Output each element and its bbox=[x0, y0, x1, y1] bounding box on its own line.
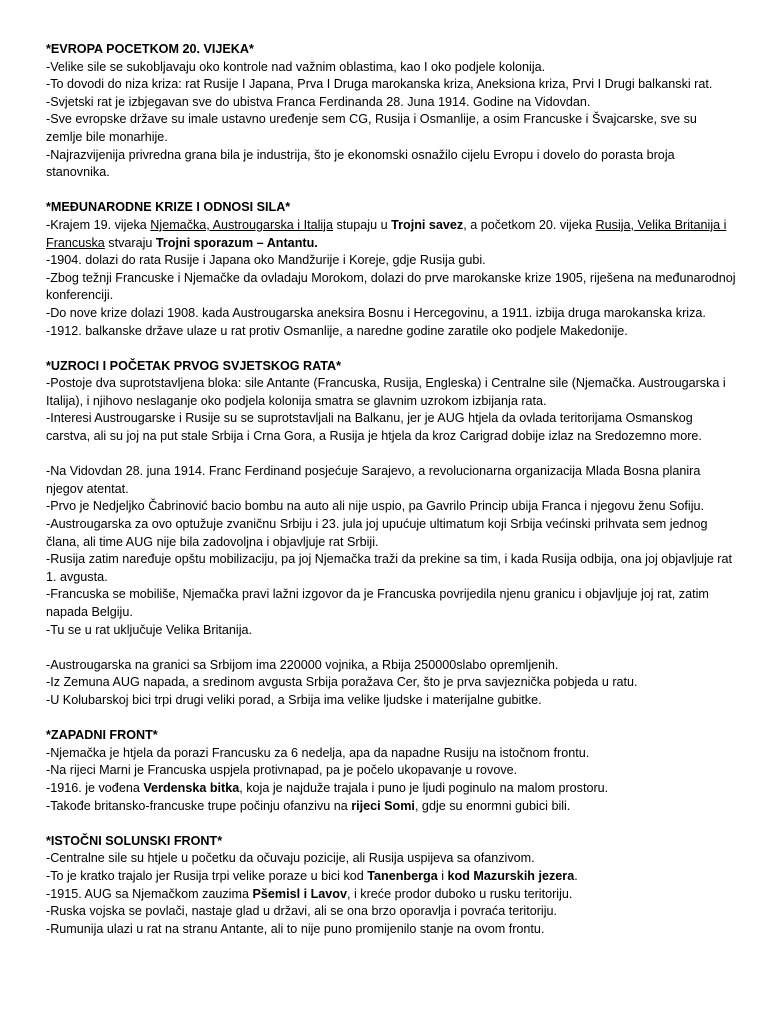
text-line bbox=[46, 217, 736, 252]
bold-text: Trojni sporazum – Antantu. bbox=[155, 235, 318, 250]
text-run: -Francuska se mobiliše, Njemačka pravi lažni izgovor da je Francuska povrijedila njenu granicu i objavljuje joj rat, zatim napada Belgiju. bbox=[46, 587, 709, 619]
text-run: , koja je najduže trajala i puno je ljudi poginulo na malom prostoru. bbox=[239, 780, 609, 795]
text-line bbox=[46, 59, 736, 77]
section-heading: *ZAPADNI FRONT* bbox=[46, 728, 158, 743]
text-run: , a početkom 20. vijeka bbox=[463, 217, 596, 232]
text-line bbox=[46, 498, 736, 516]
paragraph-gap bbox=[46, 639, 736, 657]
text-line bbox=[46, 903, 736, 921]
text-line bbox=[46, 323, 736, 341]
text-run: -1915. AUG sa Njemačkom zauzima bbox=[46, 886, 253, 901]
text-run: -To je kratko trajalo jer Rusija trpi velike poraze u bici kod bbox=[46, 868, 368, 883]
underlined-text: Njemačka, Austrougarska i Italija bbox=[150, 217, 333, 232]
text-run: -Sve evropske države su imale ustavno uređenje sem CG, Rusija i Osmanlije, a osim Francuske i Švajcarske, sve su zemlje bile monarhije. bbox=[46, 112, 697, 144]
text-line bbox=[46, 516, 736, 551]
text-line bbox=[46, 798, 736, 816]
text-run: . bbox=[574, 868, 578, 883]
text-line bbox=[46, 674, 736, 692]
section bbox=[46, 199, 736, 340]
bold-text: Tanenberga bbox=[367, 868, 438, 883]
text-line bbox=[46, 76, 736, 94]
text-run: -To dovodi do niza kriza: rat Rusije I Japana, Prva I Druga marokanska kriza, Aneksiona kriza, Prvi I Drugi balkanski rat. bbox=[46, 77, 713, 92]
text-line bbox=[46, 921, 736, 939]
text-line bbox=[46, 252, 736, 270]
text-run: -Tu se u rat uključuje Velika Britanija. bbox=[46, 622, 253, 637]
text-line bbox=[46, 94, 736, 112]
text-line bbox=[46, 850, 736, 868]
text-run: i bbox=[437, 868, 448, 883]
text-run: , i kreće prodor duboko u rusku teritoriju. bbox=[347, 886, 573, 901]
text-line bbox=[46, 463, 736, 498]
underlined-text: Rusija, Velika Britanija i Francuska bbox=[46, 217, 727, 250]
text-run: stvaraju bbox=[104, 235, 156, 250]
bold-text: Trojni savez bbox=[391, 217, 464, 232]
text-run: -1916. je vođena bbox=[46, 780, 144, 795]
text-line bbox=[46, 622, 736, 640]
text-run: -1912. balkanske države ulaze u rat protiv Osmanlije, a naredne godine zaratile oko podjele Makedonije. bbox=[46, 323, 628, 338]
text-run: stupaju u bbox=[333, 217, 392, 232]
text-run: -Iz Zemuna AUG napada, a sredinom avgusta Srbija poražava Cer, što je prva savjeznička pobjeda u ratu. bbox=[46, 675, 638, 690]
text-run: -Takođe britansko-francuske trupe počinju ofanzivu na bbox=[46, 798, 352, 813]
text-run: -Na Vidovdan 28. juna 1914. Franc Ferdinand posjećuje Sarajevo, a revolucionarna organizacija Mlada Bosna planira njegov atentat. bbox=[46, 464, 701, 496]
text-line bbox=[46, 410, 736, 445]
text-run: -Rumunija ulazi u rat na stranu Antante, ali to nije puno promijenilo stanje na ovom frontu. bbox=[46, 921, 545, 936]
bold-text: Verdenska bitka bbox=[143, 780, 240, 795]
text-run: -Njemačka je htjela da porazi Francusku za 6 nedelja, apa da napadne Rusiju na istočnom frontu. bbox=[46, 745, 590, 760]
text-line bbox=[46, 375, 736, 410]
text-line bbox=[46, 762, 736, 780]
text-run: , gdje su enormni gubici bili. bbox=[414, 798, 571, 813]
section-heading: *ISTOČNI SOLUNSKI FRONT* bbox=[46, 833, 223, 848]
text-run: -Centralne sile su htjele u početku da očuvaju pozicije, ali Rusija uspijeva sa ofanzivom. bbox=[46, 851, 535, 866]
text-line bbox=[46, 586, 736, 621]
text-run: -Velike sile se sukobljavaju oko kontrole nad važnim oblastima, kao I oko podjele kolonija. bbox=[46, 59, 546, 74]
text-line bbox=[46, 147, 736, 182]
text-run: -Krajem 19. vijeka bbox=[46, 217, 151, 232]
section bbox=[46, 358, 736, 710]
text-run: -Najrazvijenija privredna grana bila je industrija, što je ekonomski osnažilo cijelu Evropu i dovelo do porasta broja stanovnika. bbox=[46, 147, 675, 180]
text-line bbox=[46, 657, 736, 675]
bold-text: rijeci Somi bbox=[351, 798, 415, 813]
text-line bbox=[46, 886, 736, 904]
section bbox=[46, 833, 736, 939]
section-heading: *UZROCI I POČETAK PRVOG SVJETSKOG RATA* bbox=[46, 358, 342, 373]
text-run: -Prvo je Nedjeljko Čabrinović bacio bombu na auto ali nije uspio, pa Gavrilo Princip ubija Franca i njegovu ženu Sofiju. bbox=[46, 499, 705, 514]
text-line bbox=[46, 745, 736, 763]
text-run: -Interesi Austrougarske i Rusije su se suprotstavljali na Balkanu, jer je AUG htjela da ovlada teritorijama Osmanskog carstva, ali su joj na put stale Srbija i Crna Gora, a Rusija je htjela da kroz Carigrad dobije izlaz na Sredozemno more. bbox=[46, 411, 702, 444]
text-line bbox=[46, 551, 736, 586]
document-body bbox=[46, 41, 736, 956]
text-run: -Ruska vojska se povlači, nastaje glad u državi, ali se ona brzo oporavlja i povraća teritoriju. bbox=[46, 904, 557, 919]
text-run: -Na rijeci Marni je Francuska uspjela protivnapad, pa je počelo ukopavanje u rovove. bbox=[46, 763, 518, 778]
bold-text: Pšemisl i Lavov bbox=[252, 886, 347, 901]
text-run: -Austrougarska na granici sa Srbijom ima 220000 vojnika, a Rbija 250000slabo opremljenih. bbox=[46, 657, 559, 672]
text-line bbox=[46, 111, 736, 146]
text-run: -1904. dolazi do rata Rusije i Japana oko Mandžurije i Koreje, gdje Rusija gubi. bbox=[46, 253, 486, 268]
text-line bbox=[46, 692, 736, 710]
text-run: -U Kolubarskoj bici trpi drugi veliki porad, a Srbija ima velike ljudske i materijalne gubitke. bbox=[46, 692, 542, 707]
text-run: -Svjetski rat je izbjegavan sve do ubistva Franca Ferdinanda 28. Juna 1914. Godine na Vidovdan. bbox=[46, 94, 591, 109]
section bbox=[46, 727, 736, 815]
text-line bbox=[46, 780, 736, 798]
bold-text: kod Mazurskih jezera bbox=[447, 868, 575, 883]
text-line bbox=[46, 305, 736, 323]
paragraph-gap bbox=[46, 446, 736, 464]
section-heading: *EVROPA POCETKOM 20. VIJEKA* bbox=[46, 42, 254, 56]
section-heading: *MEĐUNARODNE KRIZE I ODNOSI SILA* bbox=[46, 200, 291, 215]
text-run: -Postoje dva suprotstavljena bloka: sile Antante (Francuska, Rusija, Engleska) i Centralne sile (Njemačka. Austrougarska i Italija), i njihovo neslaganje oko podjela kolonija smatra se glavnim uzrokom izbijanja rata. bbox=[46, 376, 726, 408]
text-line bbox=[46, 270, 736, 305]
section bbox=[46, 41, 736, 182]
text-run: -Rusija zatim naređuje opštu mobilizaciju, pa joj Njemačka traži da prekine sa tim, i kada Rusija odbija, ona joj objavljuje rat 1. avgusta. bbox=[46, 552, 732, 584]
text-run: -Do nove krize dolazi 1908. kada Austrougarska aneksira Bosnu i Hercegovinu, a 1911. izbija druga marokanska kriza. bbox=[46, 305, 706, 320]
text-run: -Austrougarska za ovo optužuje zvaničnu Srbiju i 23. jula joj upućuje ultimatum koji Srbija većinski prihvata sem jednog člana, ali time AUG nije bila zadovoljna i objavljuje rat Srbiji. bbox=[46, 517, 708, 549]
text-run: -Zbog težnji Francuske i Njemačke da ovladaju Morokom, dolazi do prve marokanske krize 1905, riješena na međunarodnoj konferenciji. bbox=[46, 270, 736, 303]
text-line bbox=[46, 868, 736, 886]
